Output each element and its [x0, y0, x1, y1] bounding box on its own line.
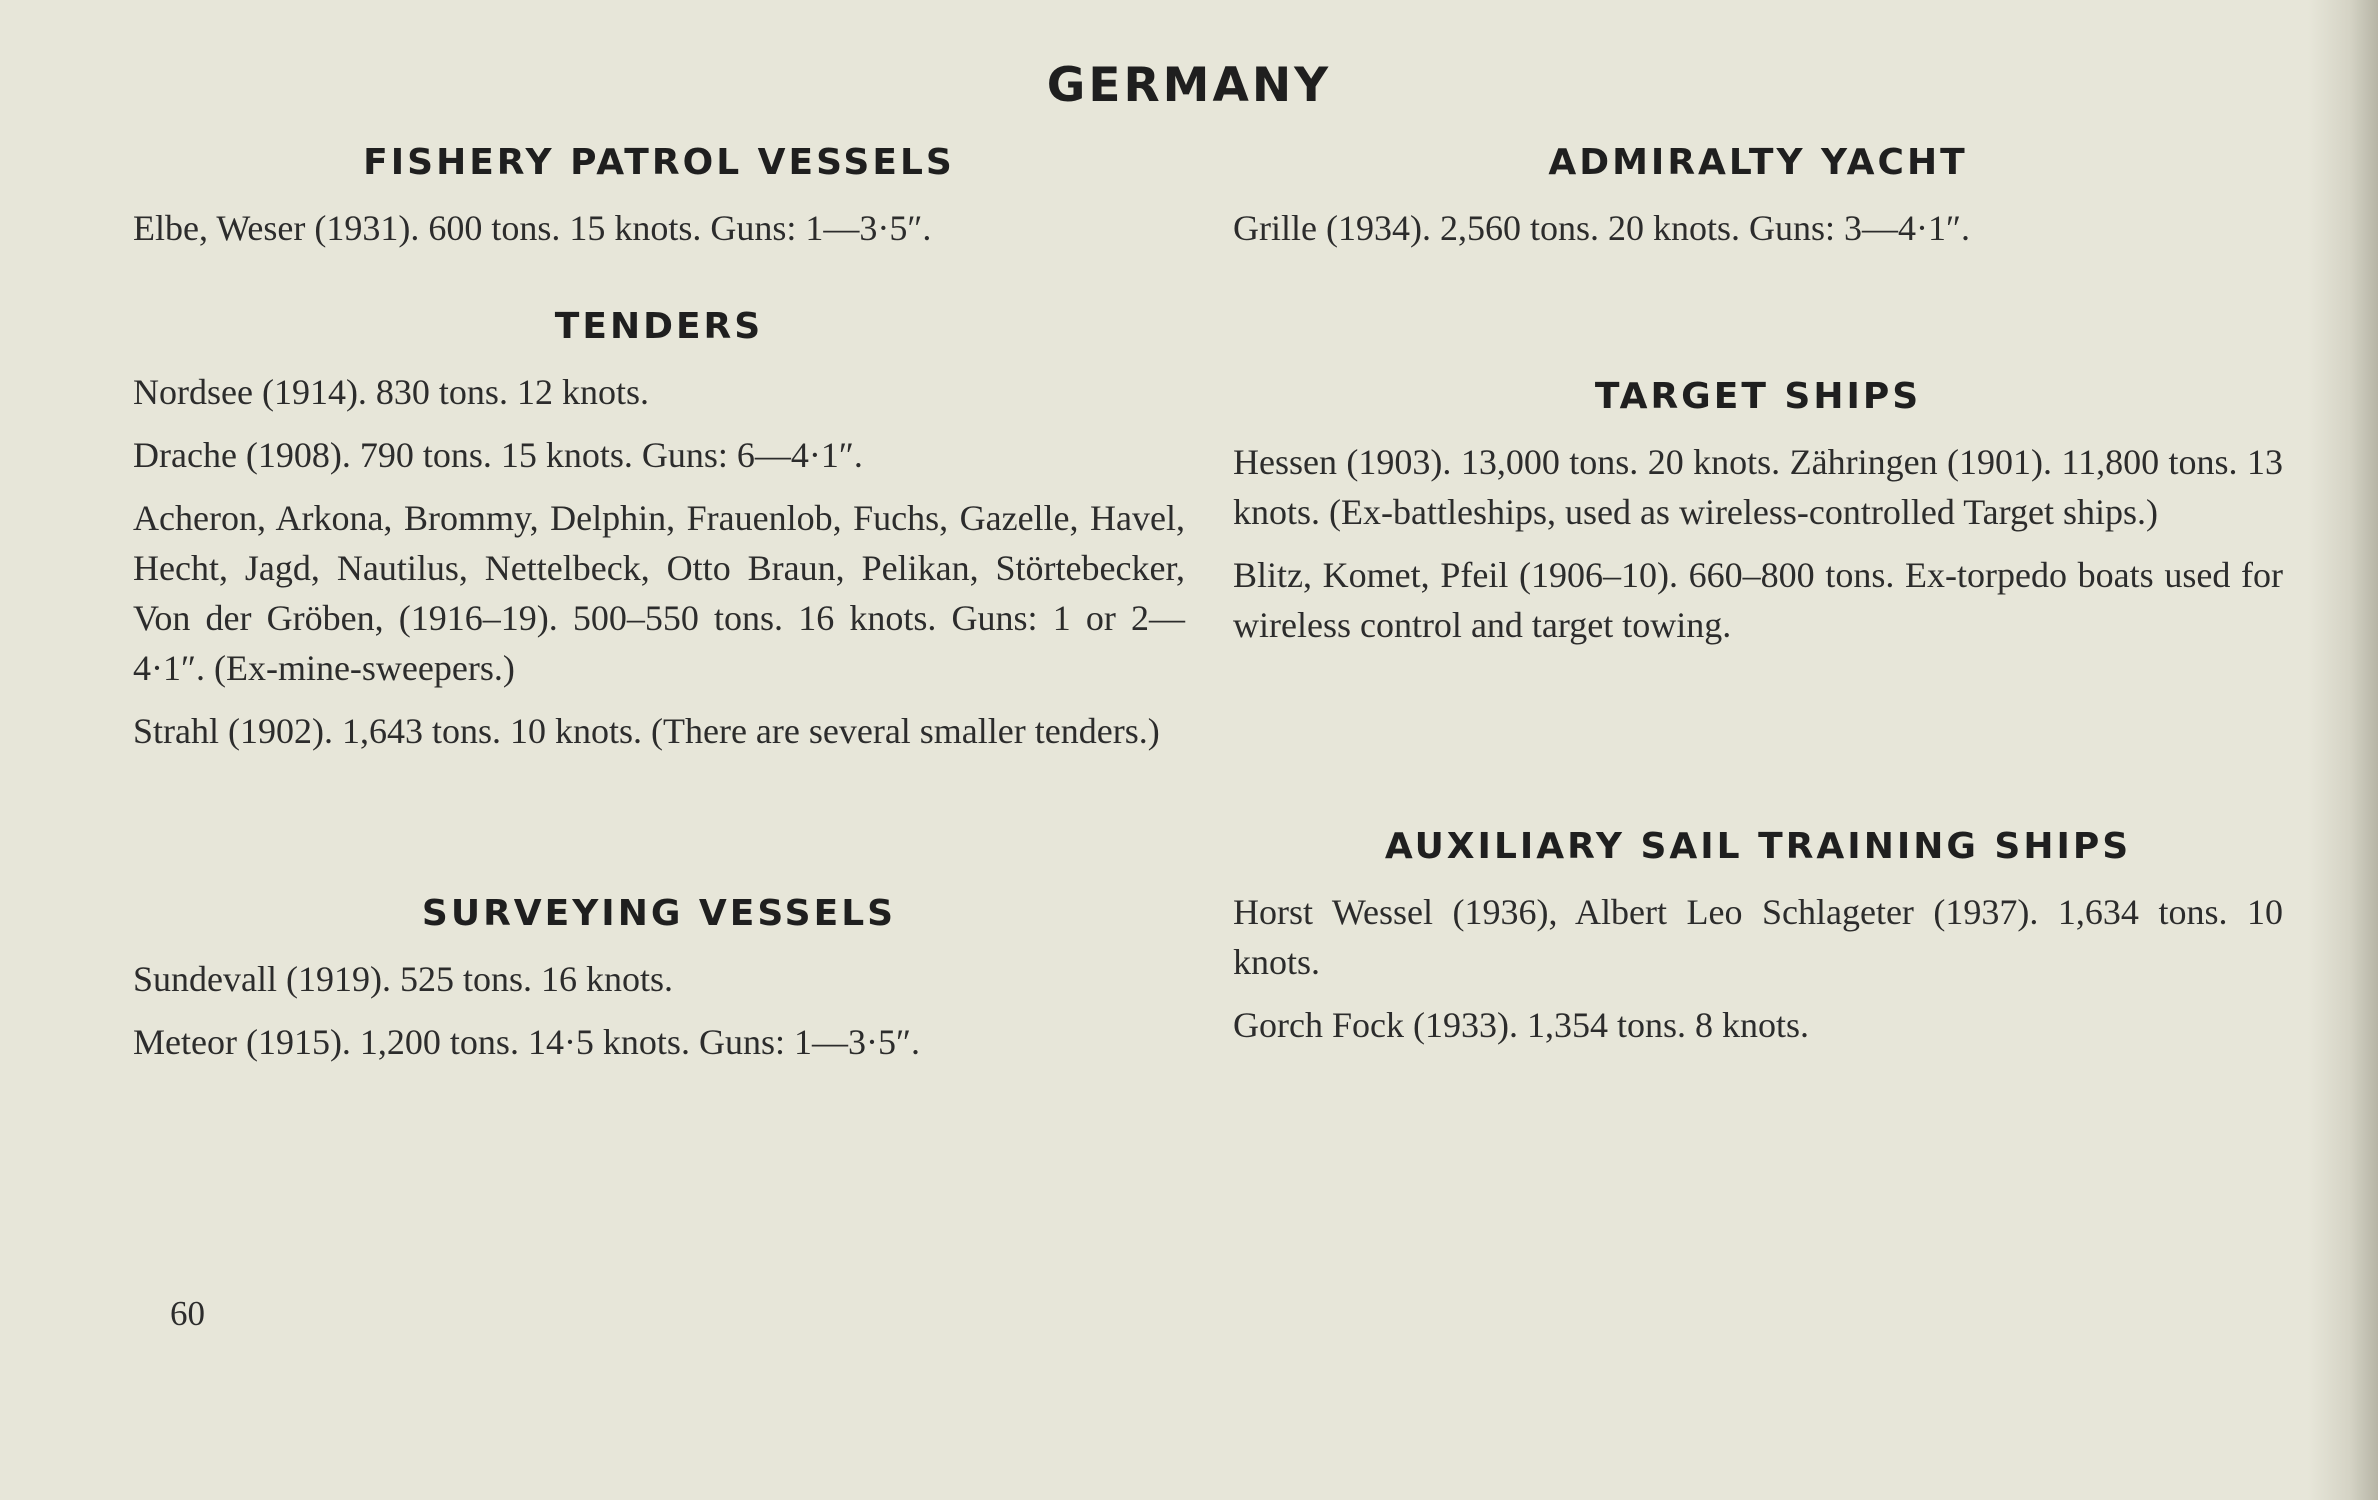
vessel-entry: Acheron, Arkona, Brommy, Delphin, Frauenlob, Fuchs, Gazelle, Havel, Hecht, Jagd, Nautilus, Nettelbeck, Otto Braun, Pelikan, Störtebecker, Von der Gröben, (1916–19). 500–550 tons. 16 knots. Guns: 1 or 2—4·1″. (Ex-mine-sweepers.) — [133, 498, 1185, 688]
page-number: 60 — [170, 1294, 205, 1333]
vessel-entry: Sundevall (1919). 525 tons. 16 knots. — [133, 959, 673, 999]
vessel-entry: Drache (1908). 790 tons. 15 knots. Guns: 6—4·1″. — [133, 435, 863, 475]
vessel-entry: Grille (1934). 2,560 tons. 20 knots. Guns: 3—4·1″. — [1233, 208, 1970, 248]
section-surveying-vessels — [133, 893, 1185, 1080]
section-heading: AUXILIARY SAIL TRAINING SHIPS — [1384, 826, 2132, 867]
vessel-entry: Strahl (1902). 1,643 tons. 10 knots. (There are several smaller tenders.) — [133, 711, 1160, 751]
section-heading: TENDERS — [554, 306, 764, 347]
vessel-entry: Gorch Fock (1933). 1,354 tons. 8 knots. — [1233, 1005, 1809, 1045]
vessel-entry: Nordsee (1914). 830 tons. 12 knots. — [133, 372, 649, 412]
section-target-ships — [1233, 376, 2283, 663]
vessel-entry: Elbe, Weser (1931). 600 tons. 15 knots. Guns: 1—3·5″. — [133, 208, 932, 248]
section-heading: ADMIRALTY YACHT — [1548, 142, 1968, 183]
vessel-entry: Horst Wessel (1936), Albert Leo Schlageter (1937). 1,634 tons. 10 knots. — [1233, 892, 2283, 982]
vessel-entry: Hessen (1903). 13,000 tons. 20 knots. Zähringen (1901). 11,800 tons. 13 knots. (Ex-battleships, used as wireless-controlled Target ships.) — [1233, 442, 2283, 532]
section-heading: TARGET SHIPS — [1594, 376, 1922, 417]
section-admiralty-yacht — [1233, 142, 2283, 266]
section-tenders — [133, 306, 1185, 769]
page-edge-shadow — [2308, 0, 2378, 1500]
section-fishery-patrol-vessels — [133, 142, 1185, 266]
page-title: GERMANY — [1046, 58, 1332, 113]
section-auxiliary-sail-training-ships — [1233, 826, 2283, 1063]
section-heading: FISHERY PATROL VESSELS — [363, 142, 955, 183]
vessel-entry: Blitz, Komet, Pfeil (1906–10). 660–800 tons. Ex-torpedo boats used for wireless control and target towing. — [1233, 555, 2283, 645]
section-heading: SURVEYING VESSELS — [421, 893, 897, 934]
vessel-entry: Meteor (1915). 1,200 tons. 14·5 knots. Guns: 1—3·5″. — [133, 1022, 920, 1062]
